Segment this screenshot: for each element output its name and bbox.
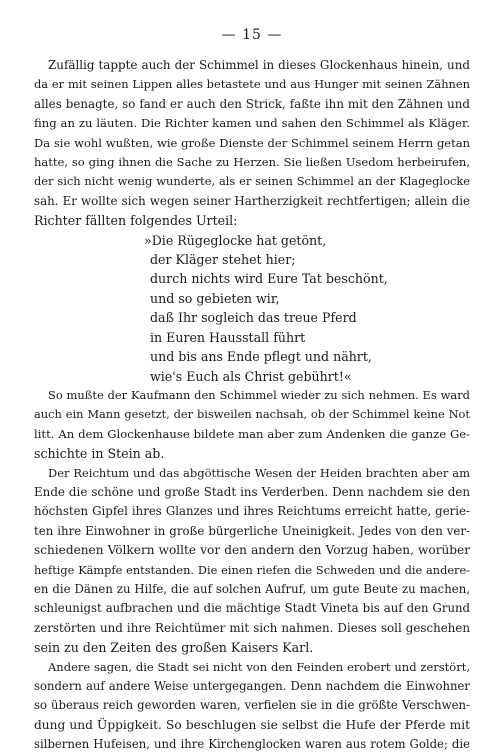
text-line: litt. An dem Glockenhause bildete man aber zum Andenken die ganze Ge- (34, 426, 470, 441)
text-line: da er mit seinen Lippen alles betastete und aus Hunger mit seinen Zähnen (34, 77, 470, 92)
text-line: der sich nicht wenig wunderte, als er seinen Schimmel an der Klageglocke (34, 174, 470, 189)
text-line: sondern auf andere Weise untergegangen. Denn nachdem die Einwohner (34, 679, 470, 693)
verse-line: der Kläger stehet hier; (150, 252, 296, 268)
text-line: Zufällig tappte auch der Schimmel in dieses Glockenhaus hinein, und (48, 58, 470, 72)
paragraph-1 (34, 56, 470, 231)
paragraph-3 (34, 464, 470, 658)
text-line: Ende die schöne und große Stadt ins Verderben. Denn nachdem sie den (34, 484, 470, 499)
text-line: schleunigst aufbrachen und die mächtige Stadt Vineta bis auf den Grund (34, 601, 470, 616)
text-line: auch ein Mann gesetzt, der bisweilen nachsah, ob der Schimmel keine Not (34, 407, 470, 422)
text-line: silbernen Hufeisen, und ihre Kirchenglocken waren aus rotem Golde; die (34, 737, 470, 752)
text-line: alles benagte, so fand er auch den Strick, faßte ihn mit den Zähnen und (34, 96, 470, 111)
text-line: heftige Kämpfe entstanden. Die einen riefen die Schweden und die andere- (34, 562, 470, 577)
text-line: Da sie wohl wußten, wie große Dienste der Schimmel seinem Herrn getan (34, 135, 470, 150)
verse-line: daß Ihr sogleich das treue Pferd (150, 310, 357, 326)
text-line: Andere sagen, die Stadt sei nicht von den Feinden erobert und zerstört, (48, 659, 470, 674)
verse-block (34, 231, 470, 386)
text-line: So mußte der Kaufmann den Schimmel wieder zu sich nehmen. Es ward (48, 387, 470, 402)
text-line: en die Dänen zu Hilfe, die auf solchen Aufruf, um gute Beute zu machen, (34, 581, 470, 596)
verse-line: »Die Rügeglocke hat getönt, (144, 232, 327, 248)
text-line: zerstörten und ihre Reichtümer mit sich nahmen. Dieses soll geschehen (34, 620, 470, 635)
text-line: höchsten Gipfel ihres Glanzes und ihres Reichtums erreicht hatte, gerie- (34, 504, 470, 519)
text-line: Der Reichtum und das abgöttische Wesen der Heiden brachten aber am (48, 465, 470, 480)
verse-line: und so gebieten wir, (150, 290, 280, 306)
text-line: sah. Er wollte sich wegen seiner Hartherzigkeit rechtfertigen; allein die (34, 193, 470, 208)
text-line: sein zu den Zeiten des großen Kaisers Karl. (34, 640, 314, 656)
text-line: ten ihre Einwohner in große bürgerliche Uneinigkeit. Jedes von den ver- (34, 523, 470, 538)
paragraph-4 (34, 658, 470, 755)
text-line: hatte, so ging ihnen die Sache zu Herzen. Sie ließen Usedom herbeirufen, (34, 155, 470, 170)
text-line: Richter fällten folgendes Urteil: (34, 213, 238, 229)
text-line: fing an zu läuten. Die Richter kamen und sahen den Schimmel als Kläger. (34, 116, 470, 131)
verse-line: wie's Euch als Christ gebührt!« (150, 368, 352, 384)
verse-line: und bis ans Ende pflegt und nährt, (150, 349, 372, 365)
text-line: so überaus reich geworden waren, verfielen sie in die größte Verschwen- (34, 698, 470, 713)
text-line: schichte in Stein ab. (34, 446, 165, 462)
text-line: dung und Üppigkeit. So beschlugen sie selbst die Hufe der Pferde mit (34, 717, 470, 732)
verse-line: in Euren Hausstall führt (150, 329, 306, 345)
page-number: — 15 — (221, 27, 283, 43)
text-line: schiedenen Völkern wollte vor den andern den Vorzug haben, worüber (34, 543, 470, 558)
paragraph-2 (34, 386, 470, 464)
verse-line: durch nichts wird Eure Tat beschönt, (150, 271, 388, 287)
